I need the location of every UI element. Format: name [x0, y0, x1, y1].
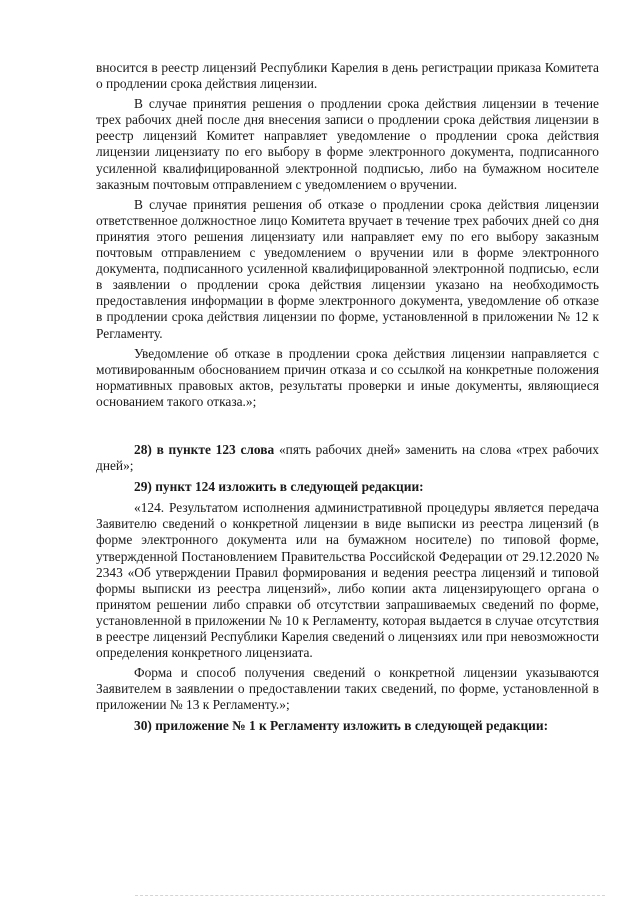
paragraph-point-124: «124. Результатом исполнения административной процедуры является передача Заявителю сведений о конкретной лицензии в виде выписки из реестра лицензий (в форме электронного документа или на бумажном носителе) по типовой форме, утвержденной Постановлением Правительства Российской Федерации от 29.12.2020 № 2343 «Об утверждении Правил формирования и ведения реестра лицензий и типовой формы выписки из реестра лицензий», либо копии акта лицензирующего органа о принятом решении либо справки об отсутствии запрашиваемых сведений по форме, установленной в приложении № 10 к Регламенту, которая выдается в случае отсутствия в реестре лицензий Республики Карелия сведений о лицензиях или при невозможности определения конкретного лицензиата.: [96, 500, 599, 661]
paragraph-form-method: Форма и способ получения сведений о конкретной лицензии указываются Заявителем в заявлении о предоставлении таких сведений, по форме, установленной в приложении № 13 к Регламенту.»;: [96, 665, 599, 713]
document-body: [96, 60, 599, 735]
paragraph-refusal-notice: В случае принятия решения об отказе о продлении срока действия лицензии ответственное должностное лицо Комитета вручает в течение трех рабочих дней со дня принятия этого решения лицензиату или направляет ему по его выбору заказным почтовым отправлением с уведомлением о вручении или в форме электронного документа, подписанного усиленной квалифицированной электронной подписью, если в заявлении о продлении срока действия лицензии указано на необходимость предоставления информации в форме электронного документа, уведомление об отказе в продлении срока действия лицензии по форме, установленной в приложении № 12 к Регламенту.: [96, 196, 599, 341]
item-28: [96, 442, 599, 474]
item-30-heading: 30) приложение № 1 к Регламенту изложить в следующей редакции:: [134, 718, 549, 734]
item-28-heading: 28) в пункте 123 слова: [134, 441, 275, 457]
item-28-text: «пять рабочих дней» заменить на слова «трех рабочих дней»;: [96, 441, 599, 474]
page-bottom-rule: [135, 895, 605, 897]
paragraph-continuation: вносится в реестр лицензий Республики Карелия в день регистрации приказа Комитета о продлении срока действия лицензии.: [96, 60, 599, 92]
item-29-heading: 29) пункт 124 изложить в следующей редакции:: [134, 479, 424, 495]
paragraph-extension-notice: В случае принятия решения о продлении срока действия лицензии в течение трех рабочих дней после дня внесения записи о продлении срока действия лицензии в реестр лицензий Комитет направляет уведомление о продлении срока действия лицензии лицензиату по его выбору в форме электронного документа, подписанного усиленной квалифицированной электронной подписью, либо на бумажном носителе заказным почтовым отправлением с уведомлением о вручении.: [96, 96, 599, 192]
paragraph-refusal-grounds: Уведомление об отказе в продлении срока действия лицензии направляется с мотивированным обоснованием причин отказа и со ссылкой на конкретные положения нормативных правовых актов, результаты проверки и иные документы, являющиеся основанием такого отказа.»;: [96, 345, 599, 409]
